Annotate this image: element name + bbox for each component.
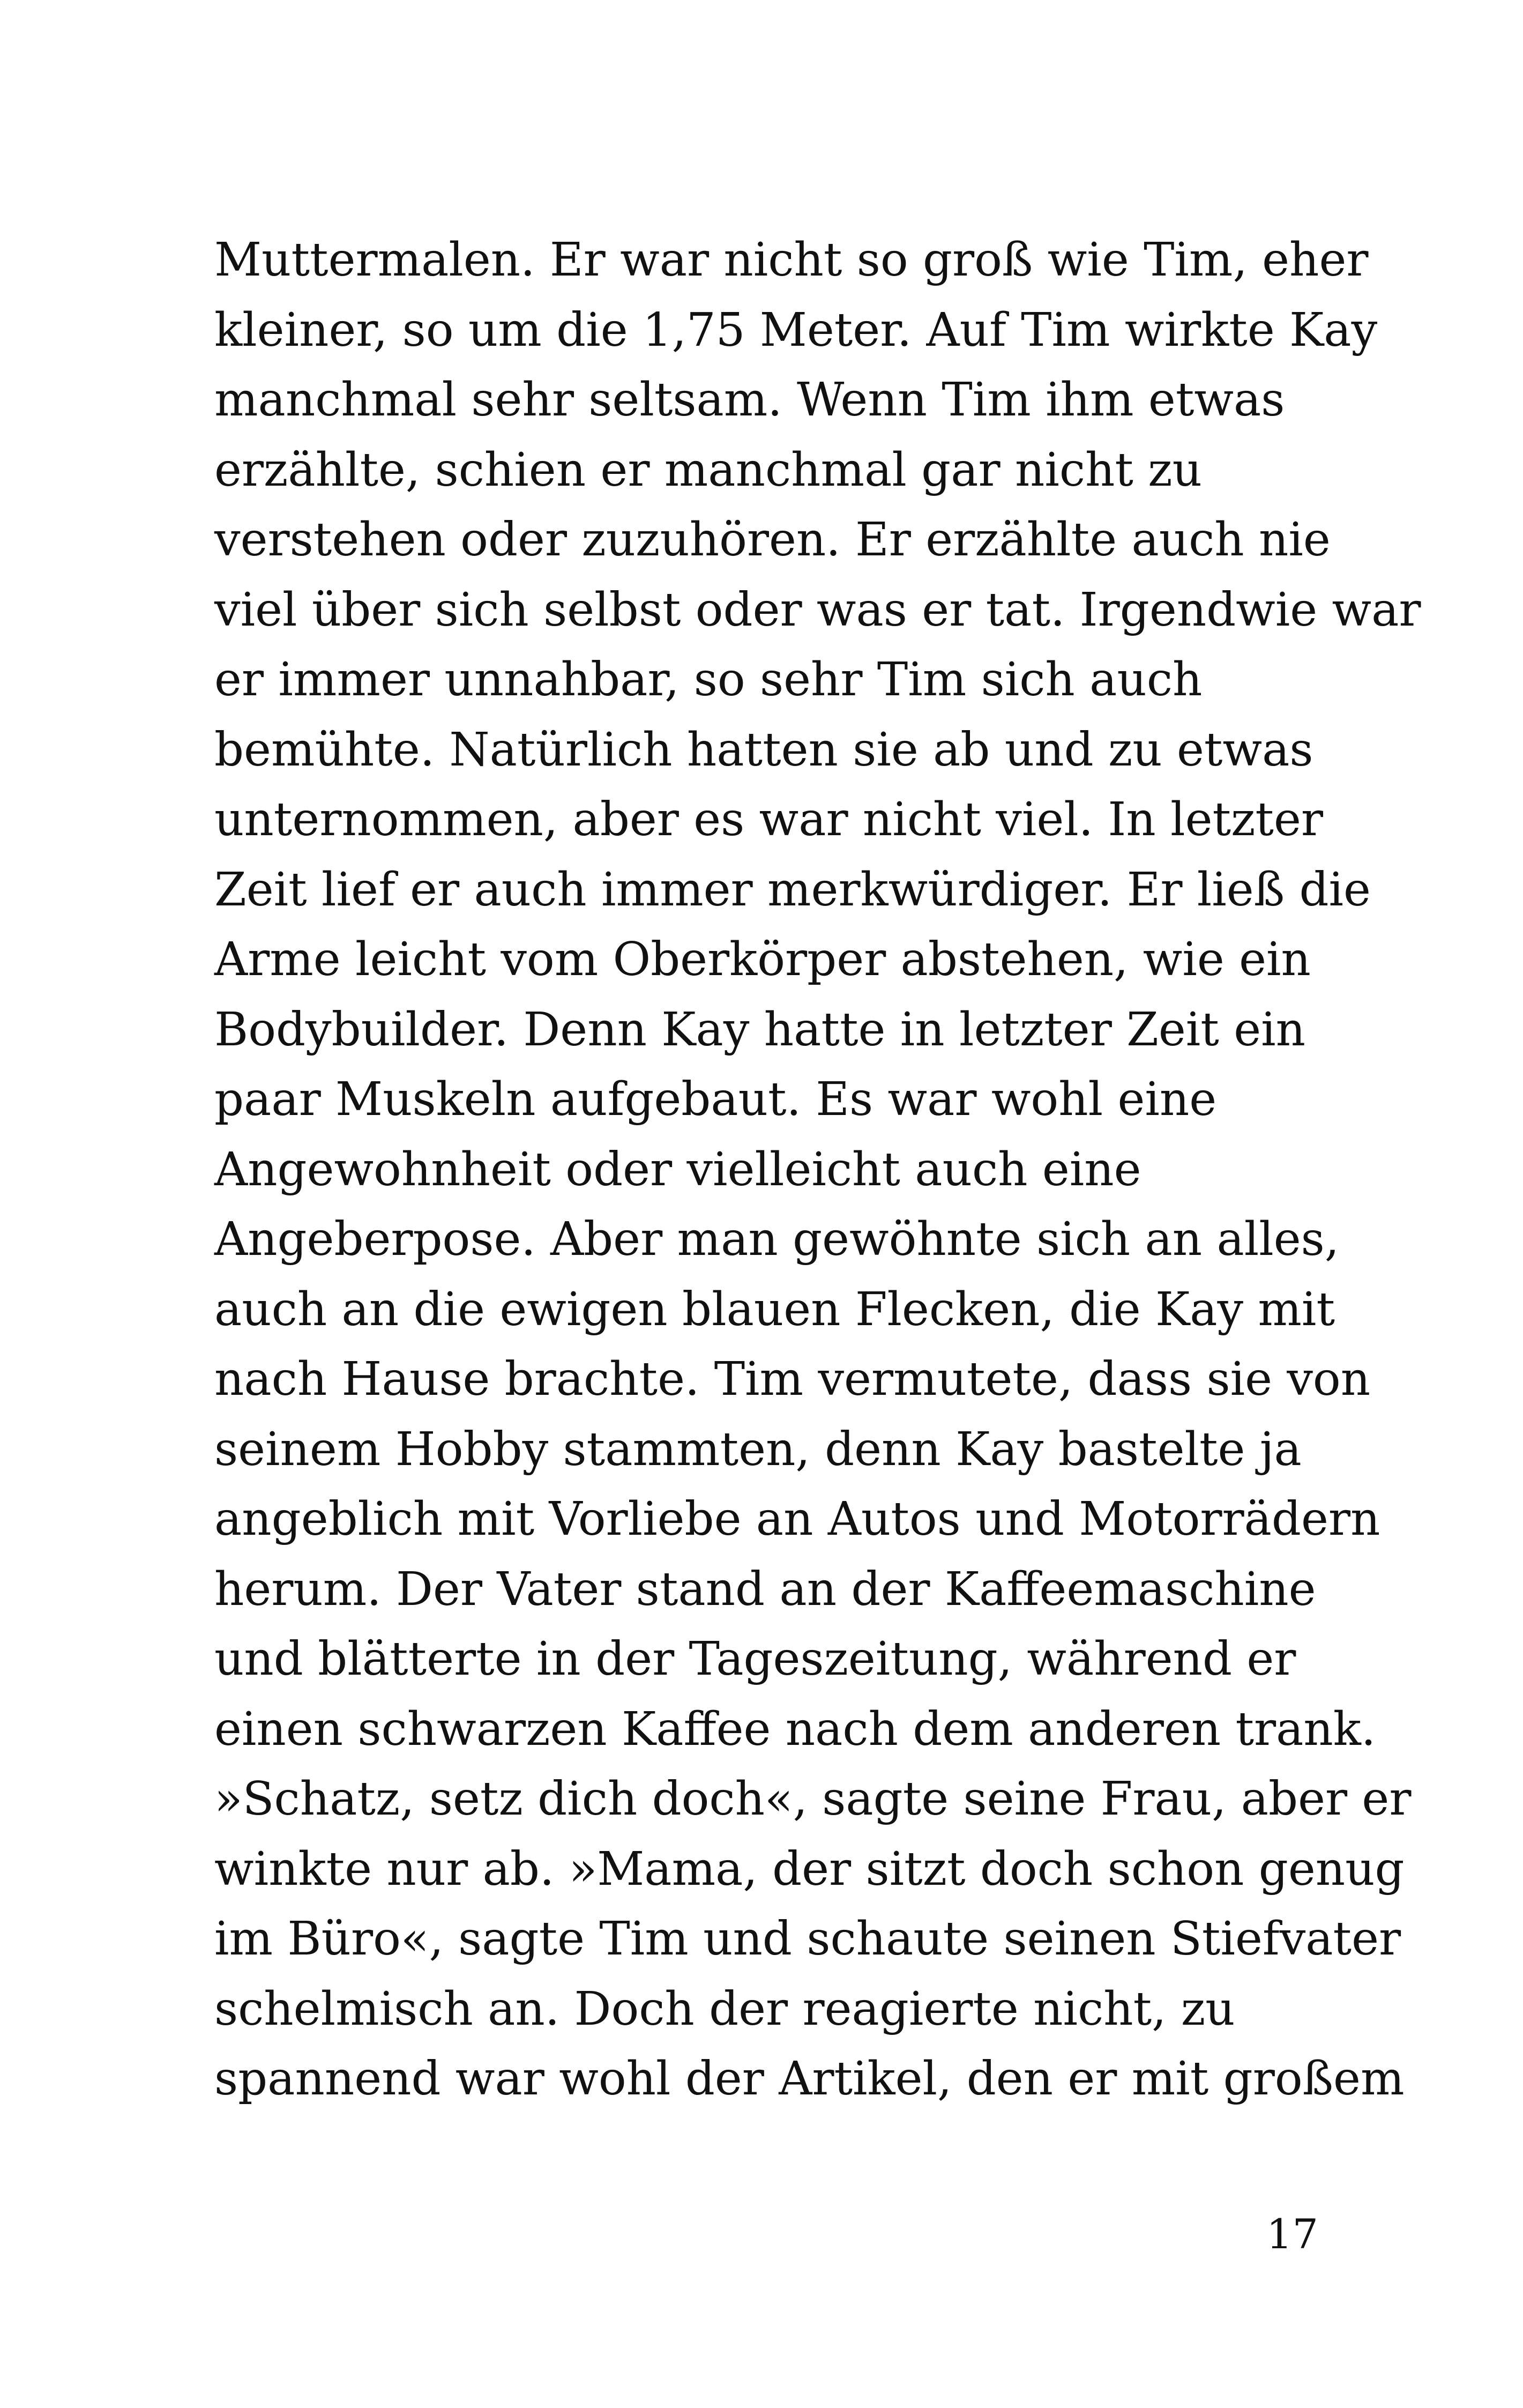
text-line: spannend war wohl der Artikel, den er mit großem [214,2052,1405,2106]
text-line: manchmal sehr seltsam. Wenn Tim ihm etwas [214,373,1285,427]
text-line: Arme leicht vom Oberkörper abstehen, wie ein [214,933,1311,986]
text-line: er immer unnahbar, so sehr Tim sich auch [214,653,1203,707]
text-line: schelmisch an. Doch der reagierte nicht, zu [214,1982,1235,2036]
text-line: im Büro«, sagte Tim und schaute seinen Stiefvater [214,1912,1401,1966]
text-line: herum. Der Vater stand an der Kaffeemaschine [214,1562,1316,1616]
text-line: seinem Hobby stammten, denn Kay bastelte ja [214,1422,1302,1476]
text-line: kleiner, so um die 1,75 Meter. Auf Tim wirkte Kay [214,303,1378,357]
text-line: paar Muskeln aufgebaut. Es war wohl eine [214,1073,1217,1126]
text-line: winkte nur ab. »Mama, der sitzt doch schon genug [214,1842,1405,1896]
text-line: Angewohnheit oder vielleicht auch eine [214,1142,1141,1196]
text-line: unternommen, aber es war nicht viel. In letzter [214,793,1323,846]
text-line: und blätterte in der Tageszeitung, während er [214,1632,1296,1686]
text-line: Zeit lief er auch immer merkwürdiger. Er ließ die [214,863,1371,917]
body-text [214,225,1421,2114]
text-line: Bodybuilder. Denn Kay hatte in letzter Zeit ein [214,1002,1305,1057]
page-number: 17 [1266,2210,1318,2258]
text-line: erzählte, schien er manchmal gar nicht zu [214,443,1202,497]
text-line: Angeberpose. Aber man gewöhnte sich an alles, [214,1213,1340,1266]
text-line: bemühte. Natürlich hatten sie ab und zu etwas [214,723,1313,777]
text-line: verstehen oder zuzuhören. Er erzählte auch nie [214,513,1331,567]
text-line: angeblich mit Vorliebe an Autos und Motorrädern [214,1492,1380,1546]
text-line: auch an die ewigen blauen Flecken, die Kay mit [214,1282,1335,1336]
text-line: einen schwarzen Kaffee nach dem anderen trank. [214,1702,1376,1756]
text-line: Muttermalen. Er war nicht so groß wie Tim, eher [214,233,1369,287]
text-line: »Schatz, setz dich doch«, sagte seine Frau, aber er [214,1772,1412,1826]
text-line: viel über sich selbst oder was er tat. Irgendwie war [214,583,1421,637]
text-line: nach Hause brachte. Tim vermutete, dass sie von [214,1352,1371,1406]
